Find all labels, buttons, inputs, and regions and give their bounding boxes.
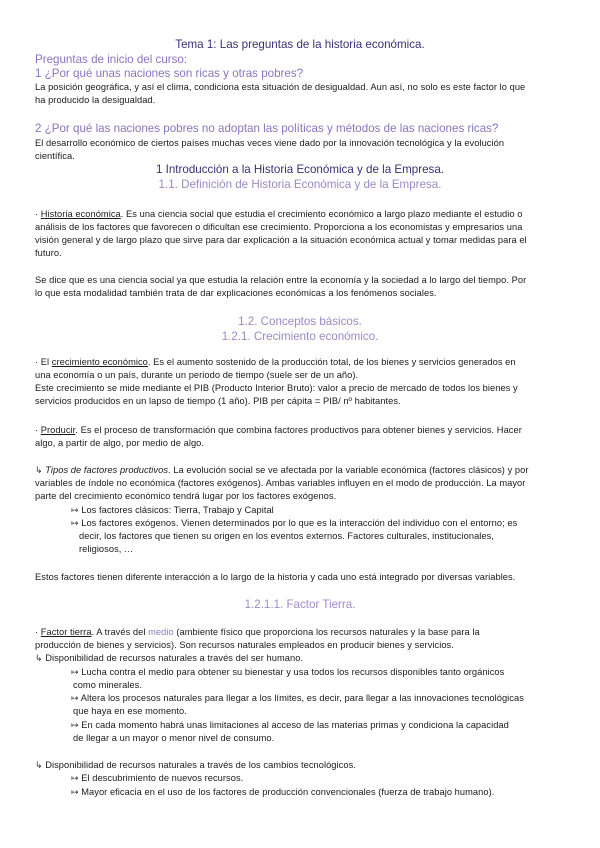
historia-economica-line-1: · Historia económica. Es una ciencia social que estudia el crecimiento económico a largo plazo mediante el estudio o <box>35 209 523 219</box>
section-1-2-1-title: 1.2.1. Crecimiento económico. <box>221 330 379 343</box>
disponibilidad-1-item-1-cont: como minerales. <box>73 680 142 690</box>
factores-exogenos-item-line-3: religiosos, … <box>79 544 134 554</box>
producir-term: Producir <box>40 425 76 435</box>
answer-1-line-1: La posición geográfica, y así el clima, condiciona esta situación de desigualdad. Aun así, no solo es este factor lo que <box>35 82 526 92</box>
sub-arrow-icon: ↦ <box>71 720 79 730</box>
sub-arrow-icon: ↦ <box>71 667 79 677</box>
producir-line-2: algo, a partir de algo, por medio de algo. <box>35 438 205 448</box>
crecimiento-line-1: · El crecimiento económico. Es el aumento sostenido de la producción total, de los bienes y servicios generados en <box>35 357 516 367</box>
medio-link[interactable]: medio <box>148 627 174 637</box>
question-1: 1 ¿Por qué unas naciones son ricas y otras pobres? <box>35 67 304 80</box>
disponibilidad-1-item-3: ↦ En cada momento habrá unas limitaciones al acceso de las materias primas y condiciona la capacidad <box>71 720 509 730</box>
factores-exogenos-item-line-1: ↦ Los factores exógenos. Vienen determinados por lo que es la interacción del individuo con el entorno; es <box>71 518 518 528</box>
disponibilidad-1-item-3-cont: de llegar a un mayor o menor nivel de consumo. <box>73 733 275 743</box>
section-1-1-title: 1.1. Definición de Historia Económica y de la Empresa. <box>158 178 442 191</box>
historia-economica-line-4: futuro. <box>35 248 62 258</box>
ciencia-social-line-2: lo que esta modalidad también trata de dar explicaciones económicas a los fenómenos sociales. <box>35 288 437 298</box>
factores-clasicos-item: ↦ Los factores clásicos: Tierra, Trabajo y Capital <box>71 505 274 515</box>
document-title: Tema 1: Las preguntas de la historia económica. <box>175 38 425 51</box>
tipos-factores-line-1: ↳ Tipos de factores productivos. La evolución social se ve afectada por la variable económica (factores clásicos) y por <box>35 465 529 475</box>
sub-arrow-icon: ↦ <box>71 693 79 703</box>
section-1-2-1-1-title: 1.2.1.1. Factor Tierra. <box>244 598 356 611</box>
answer-2-line-1: El desarrollo económico de ciertos países muchas veces viene dado por la innovación tecnológica y la evolución <box>35 138 505 148</box>
factores-exogenos-item-line-2: decir, los factores que tienen su origen en los eventos externos. Factores culturales, institucionales, <box>79 531 494 541</box>
disponibilidad-2-item-1: ↦ El descubrimiento de nuevos recursos. <box>71 773 244 783</box>
disponibilidad-2: ↳ Disponibilidad de recursos naturales a través de los cambios tecnológicos. <box>35 760 356 770</box>
ciencia-social-line-1: Se dice que es una ciencia social ya que estudia la relación entre la economía y la sociedad a lo largo del tiempo. Por <box>35 275 527 285</box>
tipos-factores-line-2: variables de índole no económica (factores exógenos). Ambas variables influyen en el modo de producción. La mayor <box>35 478 526 488</box>
sub-arrow-icon: ↦ <box>71 787 79 797</box>
crecimiento-line-2: una economía o un país, durante un periodo de tiempo (suele ser de un año). <box>35 370 359 380</box>
question-2: 2 ¿Por qué las naciones pobres no adoptan las políticas y métodos de las naciones ricas? <box>35 122 499 135</box>
producir-line-1: · Producir. Es el proceso de transformación que combina factores productivos para obtener bienes y servicios. Hacer <box>35 425 522 435</box>
disponibilidad-1-item-1: ↦ Lucha contra el medio para obtener su bienestar y usa todos los recursos disponibles tanto orgánicos <box>71 667 505 677</box>
sub-arrow-icon: ↦ <box>71 505 79 515</box>
crecimiento-line-4: servicios producidos en un lapso de tiempo (1 año). PIB per cápita = PIB/ nº habitantes. <box>35 396 401 406</box>
preguntas-heading: Preguntas de inicio del curso: <box>35 53 188 66</box>
disponibilidad-1-item-2-cont: que haya en ese momento. <box>73 706 187 716</box>
sub-arrow-icon: ↦ <box>71 773 79 783</box>
arrow-icon: ↳ <box>35 653 43 663</box>
answer-2-line-2: científica. <box>35 151 75 161</box>
historia-economica-term: Historia económica <box>40 209 121 219</box>
arrow-icon: ↳ <box>35 760 43 770</box>
factores-closing: Estos factores tienen diferente interacción a lo largo de la historia y cada uno está integrado por diversas variables. <box>35 572 516 582</box>
factor-tierra-line-2: producción de bienes y servicios). Son recursos naturales empleados en producir bienes y servicios. <box>35 640 454 650</box>
tipos-factores-line-3: parte del crecimiento económico tendrá lugar por los factores exógenos. <box>35 491 337 501</box>
disponibilidad-1: ↳ Disponibilidad de recursos naturales a través del ser humano. <box>35 653 304 663</box>
section-1-2-title: 1.2. Conceptos básicos. <box>238 315 362 328</box>
tipos-factores-term: Tipos de factores productivos <box>45 465 169 475</box>
factor-tierra-term: Factor tierra <box>40 627 92 637</box>
disponibilidad-1-item-2: ↦ Altera los procesos naturales para llegar a los límites, es decir, para llegar a las innovaciones tecnológicas <box>71 693 524 703</box>
historia-economica-line-2: análisis de los factores que favorecen o dificultan ese crecimiento. Proporciona a los economistas y empresarios una <box>35 222 523 232</box>
section-1-title: 1 Introducción a la Historia Económica y de la Empresa. <box>155 163 445 176</box>
arrow-icon: ↳ <box>35 465 43 475</box>
crecimiento-economico-term: crecimiento económico <box>51 357 148 367</box>
crecimiento-line-3: Este crecimiento se mide mediante el PIB (Producto Interior Bruto): valor a precio de mercado de todos los bienes y <box>35 383 518 393</box>
sub-arrow-icon: ↦ <box>71 518 79 528</box>
answer-1-line-2: ha producido la desigualdad. <box>35 95 156 105</box>
disponibilidad-2-item-2: ↦ Mayor eficacia en el uso de los factores de producción convencionales (fuerza de trabajo humano). <box>71 787 495 797</box>
historia-economica-line-3: visión general y de largo plazo que sirve para dar explicación a la situación económica actual y tomar medidas para el <box>35 235 527 245</box>
factor-tierra-line-1: · Factor tierra. A través del medio (ambiente físico que proporciona los recursos naturales y la base para la <box>35 627 480 637</box>
